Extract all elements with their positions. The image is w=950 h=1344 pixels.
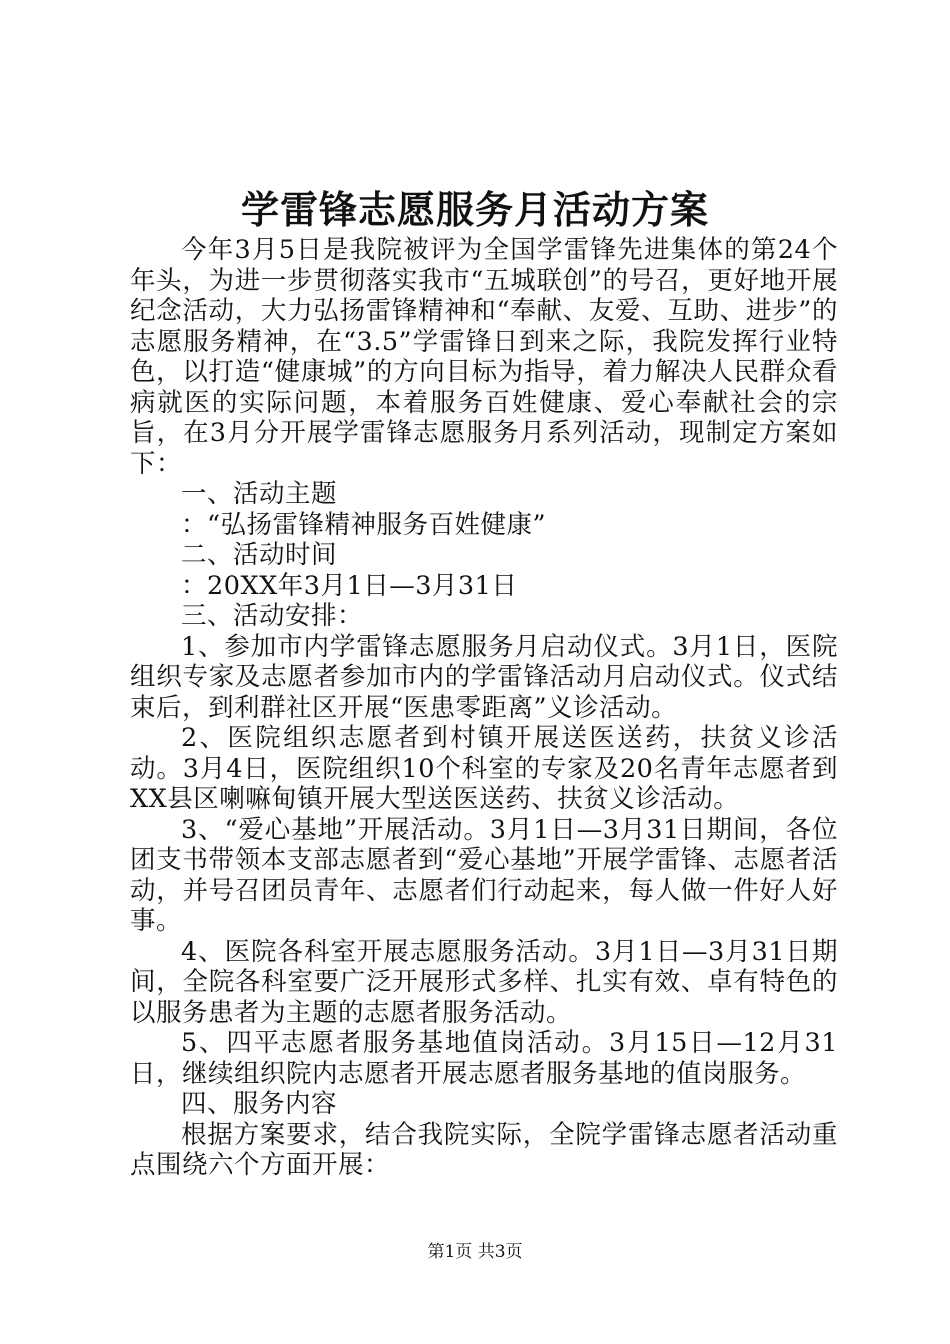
section-heading-arrangement: 三、活动安排： [181, 601, 364, 631]
arrangement-item-1: 1、参加市内学雷锋志愿服务月启动仪式。3月1日，医院组织专家及志愿者参加市内的学雷锋活动月启动仪式。仪式结束后，到利群社区开展“医患零距离”义诊活动。 [130, 631, 838, 723]
section-heading-service: 四、服务内容 [181, 1089, 338, 1119]
intro-paragraph: 今年3月5日是我院被评为全国学雷锋先进集体的第24个年头，为进一步贯彻落实我市“五城联创”的号召，更好地开展纪念活动，大力弘扬雷锋精神和“奉献、友爱、互助、进步”的志愿服务精神，在“3.5”学雷锋日到来之际，我院发挥行业特色，以打造“健康城”的方向目标为指导，着力解决人民群众看病就医的实际问题，本着服务百姓健康、爱心奉献社会的宗旨，在3月分开展学雷锋志愿服务月系列活动，现制定方案如下： [130, 235, 838, 479]
arrangement-item-2: 2、医院组织志愿者到村镇开展送医送药，扶贫义诊活动。3月4日，医院组织10个科室的专家及20名青年志愿者到XX县区喇嘛甸镇开展大型送医送药、扶贫义诊活动。 [130, 723, 838, 814]
service-intro: 根据方案要求，结合我院实际，全院学雷锋志愿者活动重点围绕六个方面开展： [130, 1119, 838, 1180]
section-heading-time: 二、活动时间 [181, 540, 338, 570]
arrangement-item-5: 5、四平志愿者服务基地值岗活动。3月15日—12月31日，继续组织院内志愿者开展志愿者服务基地的值岗服务。 [130, 1028, 838, 1089]
theme-text: ：“弘扬雷锋精神服务百姓健康” [181, 509, 547, 540]
page-number: 第1页 共3页 [427, 1242, 523, 1262]
arrangement-item-3: 3、“爱心基地”开展活动。3月1日—3月31日期间，各位团支书带领本支部志愿者到“爱心基地”开展学雷锋、志愿者活动，并号召团员青年、志愿者们行动起来，每人做一件好人好事。 [130, 814, 838, 936]
section-heading-theme: 一、活动主题 [181, 479, 338, 509]
document-body [130, 235, 838, 1181]
time-text: ：20XX年3月1日—3月31日 [181, 570, 518, 601]
document-title: 学雷锋志愿服务月活动方案 [240, 187, 709, 232]
arrangement-item-4: 4、医院各科室开展志愿服务活动。3月1日—3月31日期间，全院各科室要广泛开展形式多样、扎实有效、卓有特色的以服务患者为主题的志愿者服务活动。 [130, 936, 838, 1028]
